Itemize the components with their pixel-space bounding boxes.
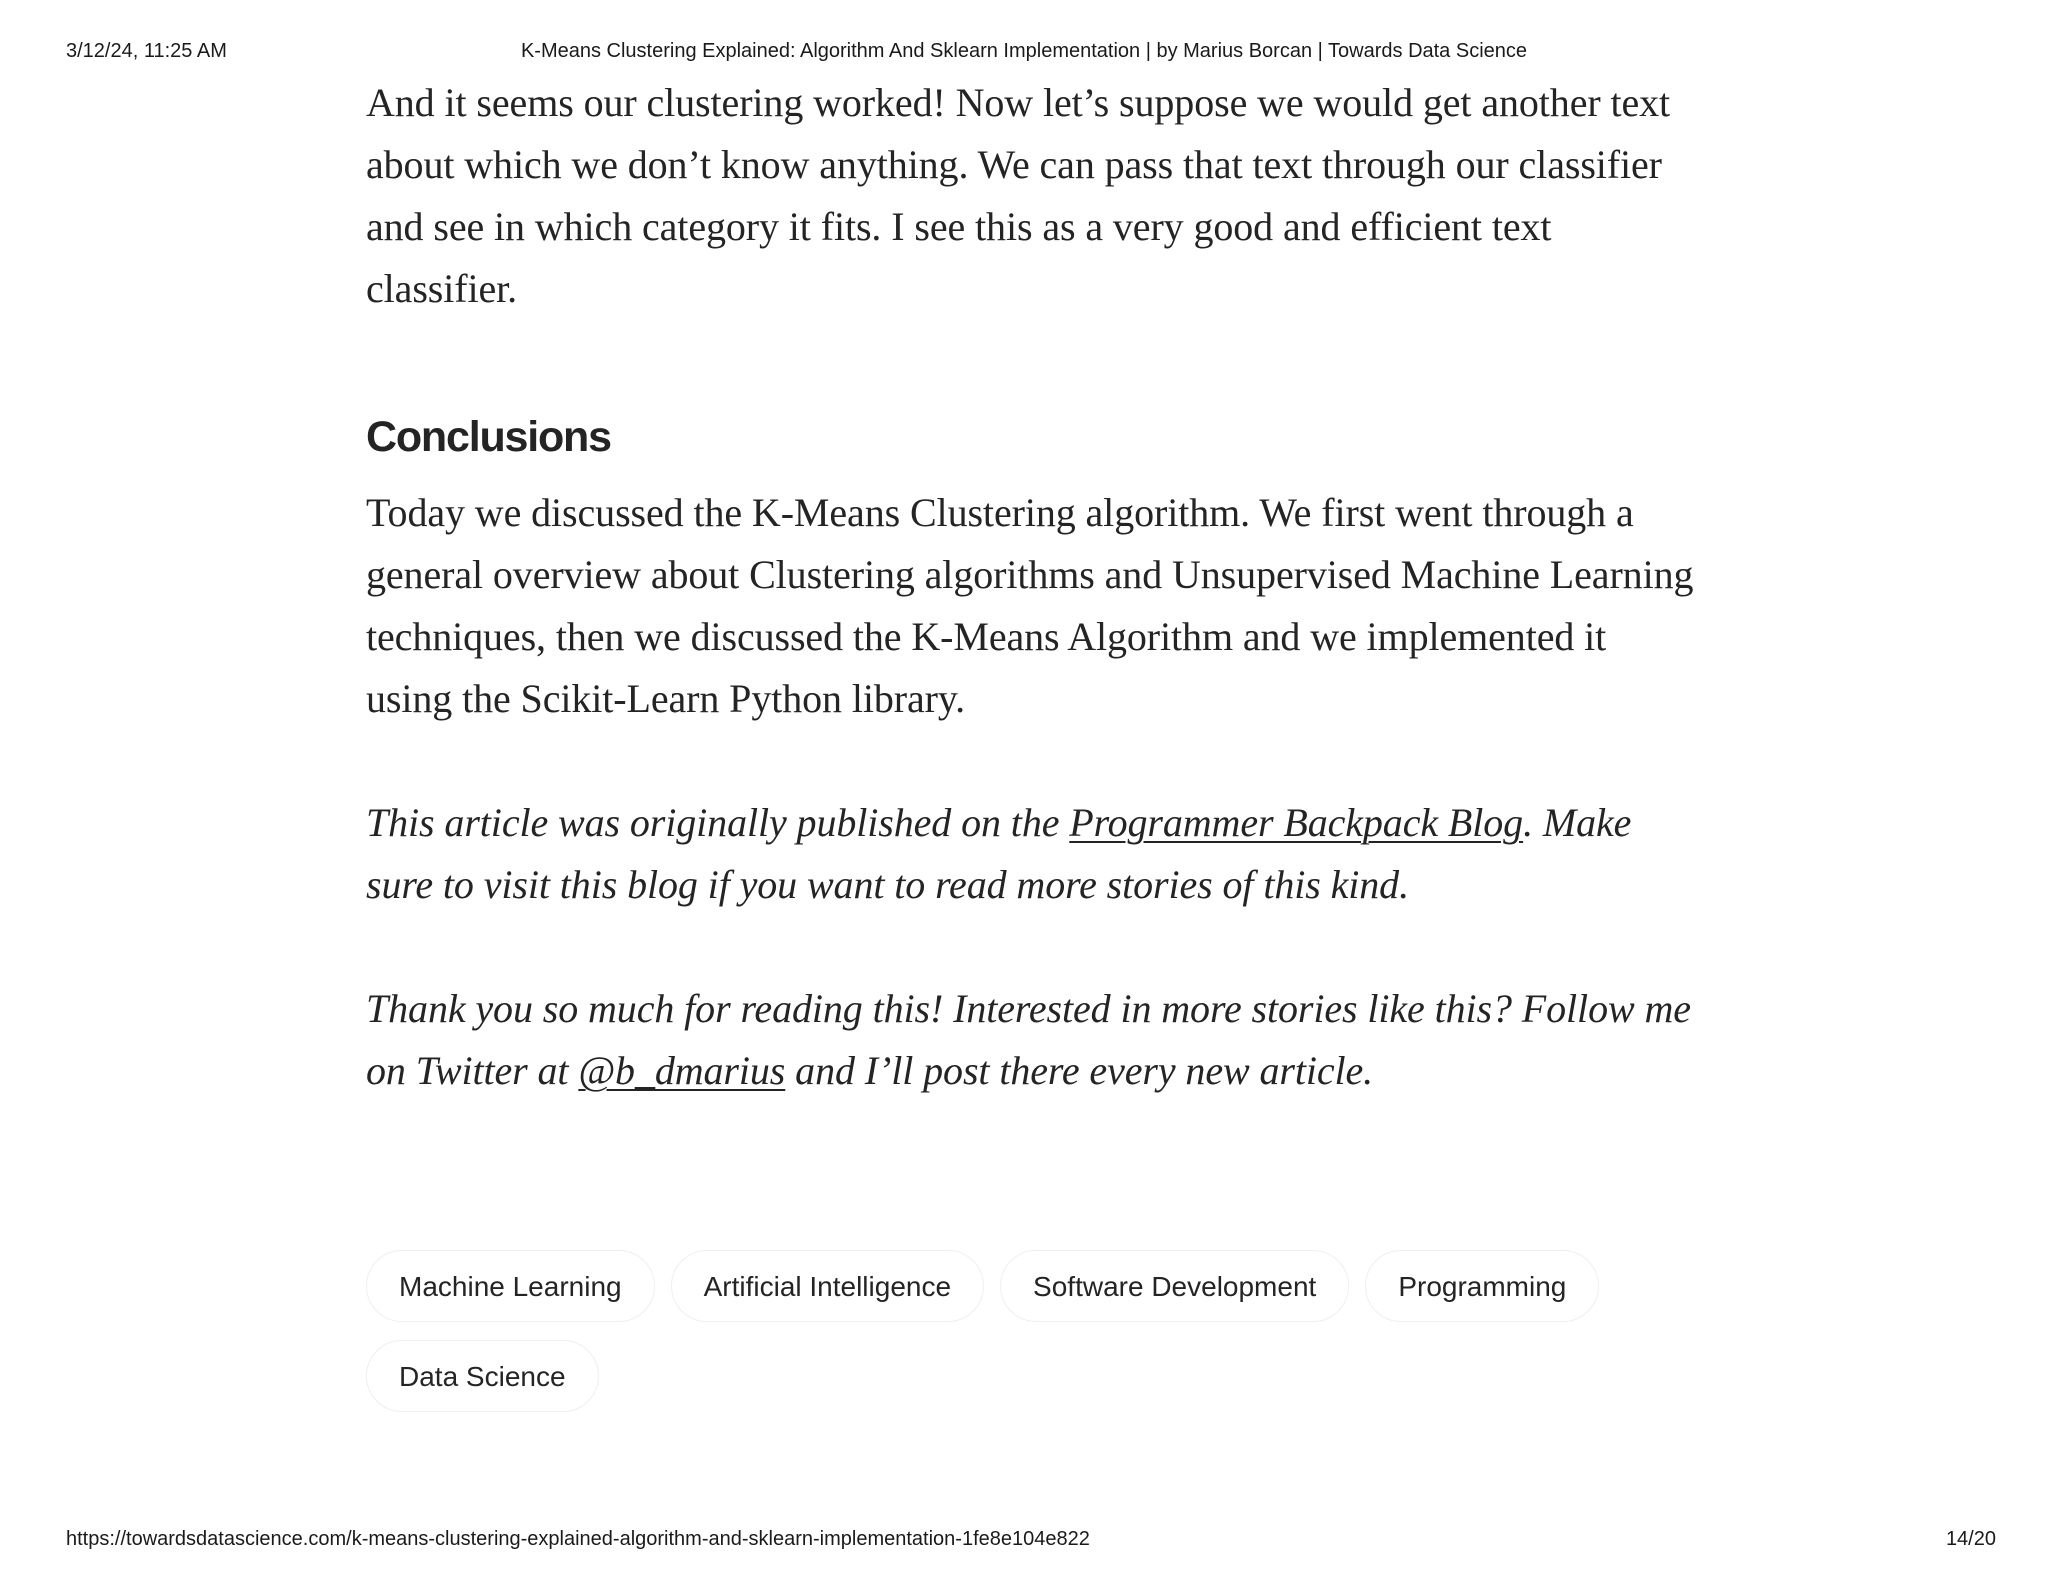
tag-software-development[interactable]: Software Development [1000, 1250, 1349, 1322]
article-body [366, 72, 1696, 1102]
publication-note [366, 792, 1696, 916]
tag-programming[interactable]: Programming [1365, 1250, 1599, 1322]
tag-list [366, 1250, 1696, 1412]
print-page-number: 14/20 [1945, 1528, 1996, 1550]
print-header [0, 40, 2048, 66]
conclusions-heading: Conclusions [366, 413, 611, 461]
print-page-title: K-Means Clustering Explained: Algorithm And Sklearn Implementation | by Marius Borcan | Towards Data Science [520, 40, 1528, 62]
thanks-note-before: Thank you so much for reading this! Interested in more stories like this? Follow me on Twitter at [366, 986, 1691, 1093]
tag-data-science[interactable]: Data Science [366, 1340, 599, 1412]
programmer-backpack-blog-link[interactable]: Programmer Backpack Blog [1069, 800, 1524, 845]
tag-machine-learning[interactable]: Machine Learning [366, 1250, 655, 1322]
intro-paragraph: And it seems our clustering worked! Now let’s suppose we would get another text about which we don’t know anything. We can pass that text through our classifier and see in which category it fits. I see this as a very good and efficient text classifier. [366, 80, 1671, 311]
twitter-handle-link[interactable]: @b_dmarius [578, 1048, 786, 1093]
conclusions-paragraph: Today we discussed the K-Means Clustering algorithm. We first went through a general overview about Clustering algorithms and Unsupervised Machine Learning techniques, then we discussed the K-Means Algorithm and we implemented it using the Scikit-Learn Python library. [366, 490, 1694, 721]
thanks-note-after: and I’ll post there every new article. [785, 1048, 1374, 1093]
thanks-note [366, 978, 1696, 1102]
print-url: https://towardsdatascience.com/k-means-clustering-explained-algorithm-and-sklearn-implementation-1fe8e104e822 [66, 1528, 1090, 1550]
tag-artificial-intelligence[interactable]: Artificial Intelligence [671, 1250, 984, 1322]
publication-note-after: . Make sure to visit this blog if you want to read more stories of this kind. [366, 800, 1632, 907]
print-footer [0, 1528, 2048, 1554]
print-datetime: 3/12/24, 11:25 AM [66, 40, 227, 62]
publication-note-before: This article was originally published on the [366, 800, 1070, 845]
